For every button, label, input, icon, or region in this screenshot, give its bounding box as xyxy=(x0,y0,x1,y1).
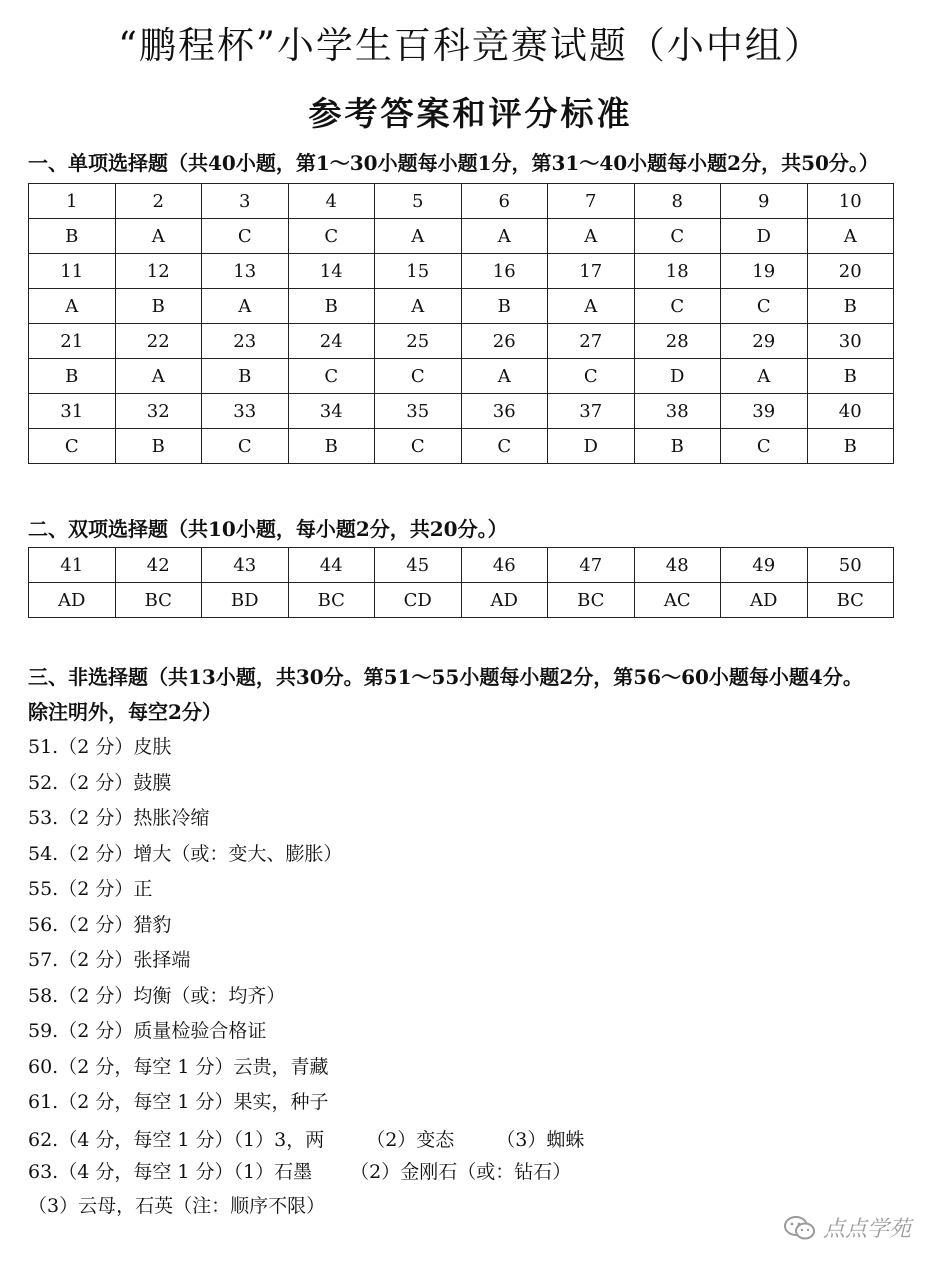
question-number-cell: 34 xyxy=(288,394,375,429)
answer-cell: B xyxy=(288,289,375,324)
answer-cell: C xyxy=(721,289,808,324)
question-number-cell: 6 xyxy=(461,184,548,219)
answer-cell: C xyxy=(288,219,375,254)
table-row xyxy=(29,254,894,289)
answer-cell: C xyxy=(375,429,462,464)
section3-note: 除注明外，每空2分） xyxy=(28,700,222,724)
table-row xyxy=(29,184,894,219)
question-number-cell: 22 xyxy=(115,324,202,359)
answer-cell: B xyxy=(634,429,721,464)
answer-cell: BC xyxy=(548,583,635,618)
question-number-cell: 7 xyxy=(548,184,635,219)
table-row xyxy=(29,548,894,583)
answer-cell: A xyxy=(375,289,462,324)
question-number-cell: 43 xyxy=(202,548,289,583)
question-number-cell: 35 xyxy=(375,394,462,429)
answer-line: 58.（2 分）均衡（或：均齐） xyxy=(28,984,286,1007)
answer-cell: AC xyxy=(634,583,721,618)
page-title: “鹏程杯”小学生百科竞赛试题（小中组） xyxy=(118,24,823,67)
answer-cell: AD xyxy=(29,583,116,618)
question-number-cell: 27 xyxy=(548,324,635,359)
watermark xyxy=(783,1212,911,1243)
question-number-cell: 33 xyxy=(202,394,289,429)
answer-62-part3: （3）蜘蛛 xyxy=(496,1128,585,1151)
question-number-cell: 40 xyxy=(807,394,894,429)
answer-cell: AD xyxy=(721,583,808,618)
section2-heading: 二、双项选择题（共10小题，每小题2分，共20分。） xyxy=(28,517,508,541)
answer-cell: A xyxy=(461,219,548,254)
answer-cell: C xyxy=(461,429,548,464)
answer-cell: A xyxy=(202,289,289,324)
answer-cell: C xyxy=(634,219,721,254)
answer-cell: BD xyxy=(202,583,289,618)
answer-cell: D xyxy=(721,219,808,254)
answer-cell: A xyxy=(721,359,808,394)
table-row xyxy=(29,324,894,359)
question-number-cell: 26 xyxy=(461,324,548,359)
answer-cell: B xyxy=(288,429,375,464)
table-row xyxy=(29,394,894,429)
answer-cell: A xyxy=(115,219,202,254)
answer-cell: A xyxy=(548,219,635,254)
question-number-cell: 12 xyxy=(115,254,202,289)
question-number-cell: 21 xyxy=(29,324,116,359)
question-number-cell: 13 xyxy=(202,254,289,289)
answer-cell: C xyxy=(634,289,721,324)
answer-cell: C xyxy=(29,429,116,464)
answer-cell: CD xyxy=(375,583,462,618)
answer-63 xyxy=(28,1155,903,1223)
question-number-cell: 32 xyxy=(115,394,202,429)
question-number-cell: 48 xyxy=(634,548,721,583)
answer-62-part1: 62.（4 分，每空 1 分）（1）3，两 xyxy=(28,1128,325,1151)
answer-cell: A xyxy=(548,289,635,324)
wechat-icon xyxy=(783,1215,817,1241)
double-choice-answer-table xyxy=(28,547,894,618)
question-number-cell: 42 xyxy=(115,548,202,583)
answer-cell: B xyxy=(29,359,116,394)
question-number-cell: 5 xyxy=(375,184,462,219)
answer-cell: BC xyxy=(115,583,202,618)
question-number-cell: 30 xyxy=(807,324,894,359)
answer-62-part2: （2）变态 xyxy=(366,1128,455,1151)
question-number-cell: 50 xyxy=(807,548,894,583)
answer-cell: A xyxy=(807,219,894,254)
question-number-cell: 39 xyxy=(721,394,808,429)
single-choice-answer-table xyxy=(28,183,894,464)
answer-cell: A xyxy=(375,219,462,254)
answer-line: 60.（2 分，每空 1 分）云贵，青藏 xyxy=(28,1055,329,1078)
answer-cell: B xyxy=(807,289,894,324)
question-number-cell: 8 xyxy=(634,184,721,219)
watermark-text: 点点学苑 xyxy=(822,1217,911,1242)
answer-line: 61.（2 分，每空 1 分）果实，种子 xyxy=(28,1091,329,1113)
question-number-cell: 41 xyxy=(29,548,116,583)
answer-line: 57.（2 分）张择端 xyxy=(28,949,191,971)
answer-cell: BC xyxy=(288,583,375,618)
table-row xyxy=(29,429,894,464)
answer-line: 56.（2 分）猎豹 xyxy=(28,913,172,936)
page-subtitle: 参考答案和评分标准 xyxy=(308,94,633,133)
answer-line: 54.（2 分）增大（或：变大、膨胀） xyxy=(28,842,343,865)
question-number-cell: 49 xyxy=(721,548,808,583)
section3-heading: 三、非选择题（共13小题，共30分。第51～55小题每小题2分，第56～60小题每小题4分。 xyxy=(28,665,863,689)
answer-cell: A xyxy=(29,289,116,324)
question-number-cell: 3 xyxy=(202,184,289,219)
question-number-cell: 19 xyxy=(721,254,808,289)
table-row xyxy=(29,289,894,324)
answer-line: 55.（2 分）正 xyxy=(28,878,153,900)
question-number-cell: 10 xyxy=(807,184,894,219)
table-row xyxy=(29,219,894,254)
answer-cell: B xyxy=(807,429,894,464)
answer-cell: B xyxy=(461,289,548,324)
question-number-cell: 44 xyxy=(288,548,375,583)
question-number-cell: 37 xyxy=(548,394,635,429)
question-number-cell: 20 xyxy=(807,254,894,289)
question-number-cell: 23 xyxy=(202,324,289,359)
answer-cell: C xyxy=(202,219,289,254)
answer-line: 52.（2 分）鼓膜 xyxy=(28,771,172,794)
question-number-cell: 38 xyxy=(634,394,721,429)
answer-cell: A xyxy=(461,359,548,394)
answer-cell: B xyxy=(202,359,289,394)
answer-cell: C xyxy=(202,429,289,464)
table-row xyxy=(29,359,894,394)
question-number-cell: 14 xyxy=(288,254,375,289)
answer-63-part2: （2）金刚石（或：钻石） xyxy=(350,1161,572,1183)
answer-cell: B xyxy=(115,429,202,464)
answer-cell: C xyxy=(548,359,635,394)
answer-cell: B xyxy=(807,359,894,394)
question-number-cell: 9 xyxy=(721,184,808,219)
answer-line: 51.（2 分）皮肤 xyxy=(28,736,172,758)
answer-63-part1: 63.（4 分，每空 1 分）（1）石墨 xyxy=(28,1161,313,1183)
question-number-cell: 16 xyxy=(461,254,548,289)
table-row xyxy=(29,583,894,618)
question-number-cell: 18 xyxy=(634,254,721,289)
question-number-cell: 11 xyxy=(29,254,116,289)
question-number-cell: 36 xyxy=(461,394,548,429)
question-number-cell: 17 xyxy=(548,254,635,289)
section1-heading: 一、单项选择题（共40小题，第1～30小题每小题1分，第31～40小题每小题2分，共50分。） xyxy=(28,151,879,175)
answer-line: 53.（2 分）热胀冷缩 xyxy=(28,807,210,829)
answer-cell: A xyxy=(115,359,202,394)
question-number-cell: 24 xyxy=(288,324,375,359)
question-number-cell: 4 xyxy=(288,184,375,219)
answer-cell: B xyxy=(115,289,202,324)
answer-cell: C xyxy=(721,429,808,464)
answer-cell: D xyxy=(548,429,635,464)
answer-cell: C xyxy=(288,359,375,394)
answer-cell: C xyxy=(375,359,462,394)
question-number-cell: 15 xyxy=(375,254,462,289)
question-number-cell: 28 xyxy=(634,324,721,359)
question-number-cell: 31 xyxy=(29,394,116,429)
question-number-cell: 47 xyxy=(548,548,635,583)
answer-line: 59.（2 分）质量检验合格证 xyxy=(28,1020,267,1042)
answer-cell: B xyxy=(29,219,116,254)
answer-63-part3: （3）云母，石英（注：顺序不限） xyxy=(28,1195,326,1217)
question-number-cell: 46 xyxy=(461,548,548,583)
answer-cell: AD xyxy=(461,583,548,618)
question-number-cell: 29 xyxy=(721,324,808,359)
answer-cell: D xyxy=(634,359,721,394)
answer-list xyxy=(28,735,908,1223)
question-number-cell: 1 xyxy=(29,184,116,219)
question-number-cell: 45 xyxy=(375,548,462,583)
answer-cell: BC xyxy=(807,583,894,618)
question-number-cell: 2 xyxy=(115,184,202,219)
question-number-cell: 25 xyxy=(375,324,462,359)
